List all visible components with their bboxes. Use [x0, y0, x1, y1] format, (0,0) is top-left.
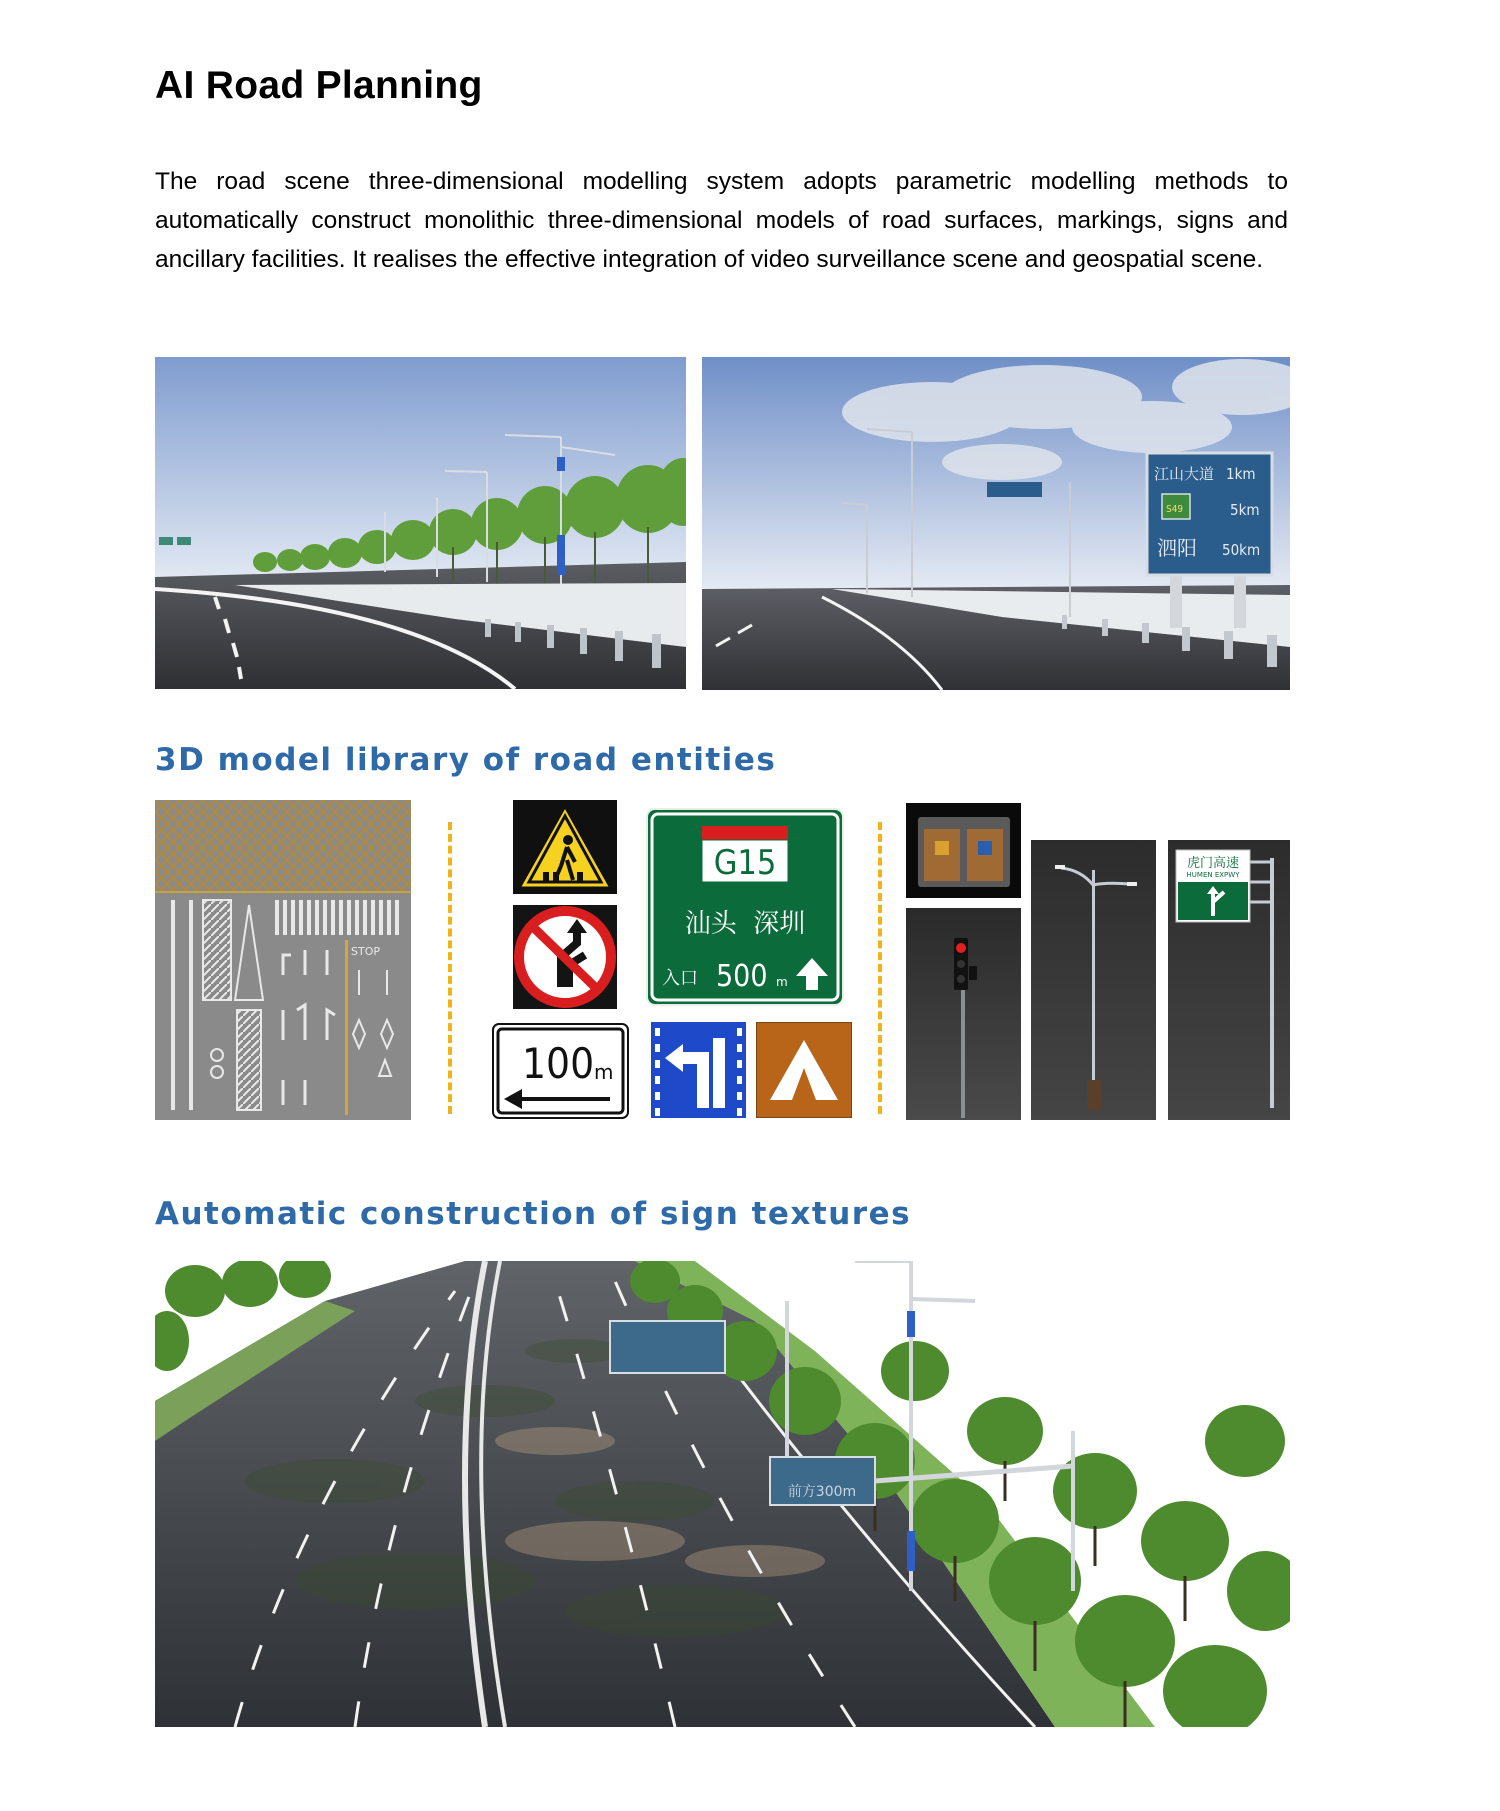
overhead-guide-sign [610, 1321, 725, 1373]
g15-unit: m [776, 975, 788, 989]
sign-badge: S49 [1166, 504, 1184, 515]
g15-cities: 汕头 深圳 [684, 909, 806, 939]
g15-entry: 入口 [662, 968, 698, 989]
intro-paragraph: The road scene three-dimensional modelling system adopts parametric modelling methods to automatically construct monolithic three-dimensional models of road surfaces, markings, signs and ancillary facilities. It realises the effective integration of video surveillance scene and geospatial scene. [155, 168, 1288, 273]
section-heading-textures: Automatic construction of sign textures [155, 1196, 912, 1232]
street-lamp-model [1031, 840, 1156, 1120]
stop-marking: STOP [351, 945, 380, 958]
camping-sign [756, 1022, 852, 1118]
sign-texture-road-scene [155, 1261, 1290, 1727]
distance-plate-100m [492, 1023, 629, 1119]
warning-sign-pedestrian [513, 800, 617, 894]
humen-cn: 虎门高速 [1186, 856, 1240, 871]
overhead-distance-text: 前方300m [787, 1484, 857, 1500]
sign-line1-distance: 1km [1226, 465, 1256, 483]
plate-unit: m [594, 1060, 614, 1084]
divider-dashed-2 [878, 822, 882, 1114]
waste-bin-model [906, 803, 1021, 898]
expressway-guide-sign-g15 [646, 808, 844, 1006]
sign-line2-distance: 5km [1230, 501, 1260, 519]
prohibition-sign-no-overtaking [513, 905, 617, 1009]
divider-dashed-1 [448, 822, 452, 1114]
sign-line3: 泗阳 [1157, 536, 1197, 560]
road-markings-panel [155, 800, 411, 1120]
humen-expwy-sign-model [1168, 840, 1290, 1120]
sign-line3-distance: 50km [1222, 541, 1261, 559]
road-scene-photo-2 [702, 357, 1290, 690]
road-scene-photo-1 [155, 357, 686, 689]
sign-line1: 江山大道 [1154, 465, 1215, 483]
plate-value: 100 [522, 1039, 595, 1088]
humen-en: HUMEN EXPWY [1186, 871, 1240, 879]
lane-direction-sign [651, 1022, 746, 1118]
g15-route: G15 [713, 843, 777, 883]
g15-distance: 500 [716, 959, 768, 994]
section-heading-library: 3D model library of road entities [155, 742, 777, 778]
traffic-light-model [906, 908, 1021, 1120]
page-title: AI Road Planning [155, 64, 483, 107]
